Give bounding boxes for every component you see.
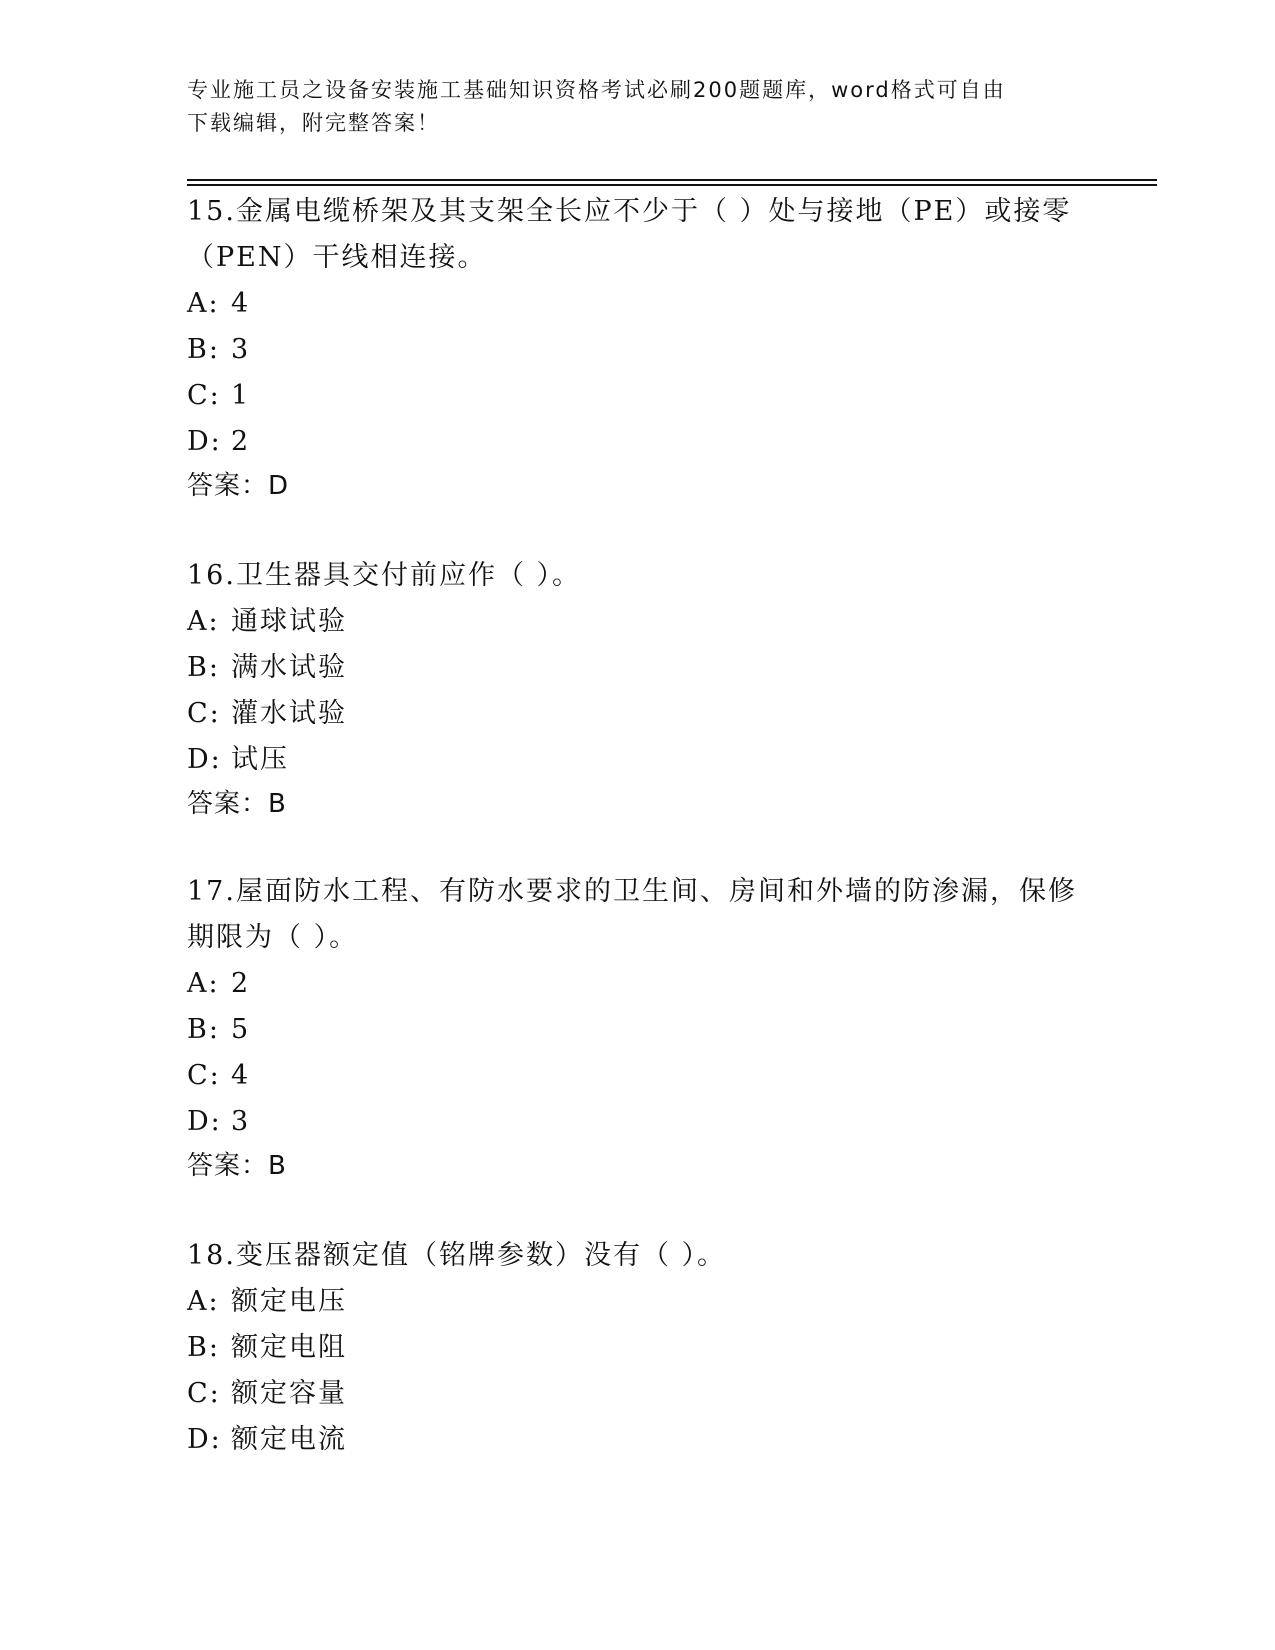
answer-text: 答案：B (187, 789, 287, 819)
option-text: 额定电阻 (231, 1332, 347, 1363)
option-text: 通球试验 (231, 606, 347, 637)
option-c (187, 1371, 1087, 1417)
question-stem (187, 869, 1087, 961)
option-text: 试压 (231, 744, 289, 775)
question-stem-line-1: 18.变压器额定值（铭牌参数）没有（ ）。 (187, 1240, 727, 1271)
option-b (187, 1007, 1087, 1053)
option-a (187, 599, 1087, 645)
question-stem-line-1: 16.卫生器具交付前应作（ ）。 (187, 560, 582, 591)
option-d (187, 419, 1087, 465)
option-a (187, 281, 1087, 327)
option-key: D: (187, 1424, 222, 1455)
option-key: C: (187, 1378, 221, 1409)
option-c (187, 373, 1087, 419)
option-key: A: (187, 606, 220, 637)
option-c (187, 691, 1087, 737)
option-key: A: (187, 288, 220, 319)
option-key: C: (187, 698, 221, 729)
option-text: 额定电压 (231, 1286, 347, 1317)
header-line-2: 下载编辑，附完整答案！ (187, 111, 440, 135)
document-header (187, 74, 1067, 140)
option-key: A: (187, 1286, 220, 1317)
option-key: B: (187, 1014, 220, 1045)
option-text: 3 (231, 334, 251, 365)
header-divider-top (187, 179, 1157, 181)
option-text: 2 (231, 426, 251, 457)
option-key: D: (187, 744, 222, 775)
question-stem-line-2: 期限为（ ）。 (187, 922, 359, 953)
question-stem (187, 189, 1087, 281)
question-stem-line-1: 17.屋面防水工程、有防水要求的卫生间、房间和外墙的防渗漏，保修 (187, 876, 1077, 907)
header-line-1: 专业施工员之设备安装施工基础知识资格考试必刷200题题库，word格式可自由 (187, 78, 1006, 102)
option-key: B: (187, 334, 220, 365)
option-d (187, 737, 1087, 783)
answer-text: 答案：D (187, 471, 290, 501)
question-stem-line-2: （PEN）干线相连接。 (187, 242, 487, 273)
answer-text: 答案：B (187, 1151, 287, 1181)
header-divider-bottom (187, 184, 1157, 186)
option-a (187, 1279, 1087, 1325)
question-18 (187, 1233, 1087, 1463)
option-key: A: (187, 968, 220, 999)
option-key: D: (187, 426, 222, 457)
option-key: C: (187, 1060, 221, 1091)
option-text: 5 (231, 1014, 251, 1045)
question-15 (187, 189, 1087, 507)
option-d (187, 1417, 1087, 1463)
option-text: 3 (231, 1106, 251, 1137)
option-c (187, 1053, 1087, 1099)
question-stem (187, 553, 1087, 599)
option-key: D: (187, 1106, 222, 1137)
option-b (187, 327, 1087, 373)
option-text: 额定容量 (231, 1378, 347, 1409)
option-key: B: (187, 1332, 220, 1363)
option-text: 1 (231, 380, 251, 411)
option-d (187, 1099, 1087, 1145)
option-a (187, 961, 1087, 1007)
question-17 (187, 869, 1087, 1187)
option-b (187, 645, 1087, 691)
option-text: 4 (231, 1060, 251, 1091)
option-text: 灌水试验 (231, 698, 347, 729)
question-stem (187, 1233, 1087, 1279)
option-text: 4 (231, 288, 251, 319)
option-text: 2 (231, 968, 251, 999)
question-16 (187, 553, 1087, 825)
option-text: 满水试验 (231, 652, 347, 683)
option-b (187, 1325, 1087, 1371)
option-key: B: (187, 652, 220, 683)
option-key: C: (187, 380, 221, 411)
option-text: 额定电流 (231, 1424, 347, 1455)
question-stem-line-1: 15.金属电缆桥架及其支架全长应不少于（ ）处与接地（PE）或接零 (187, 196, 1072, 227)
